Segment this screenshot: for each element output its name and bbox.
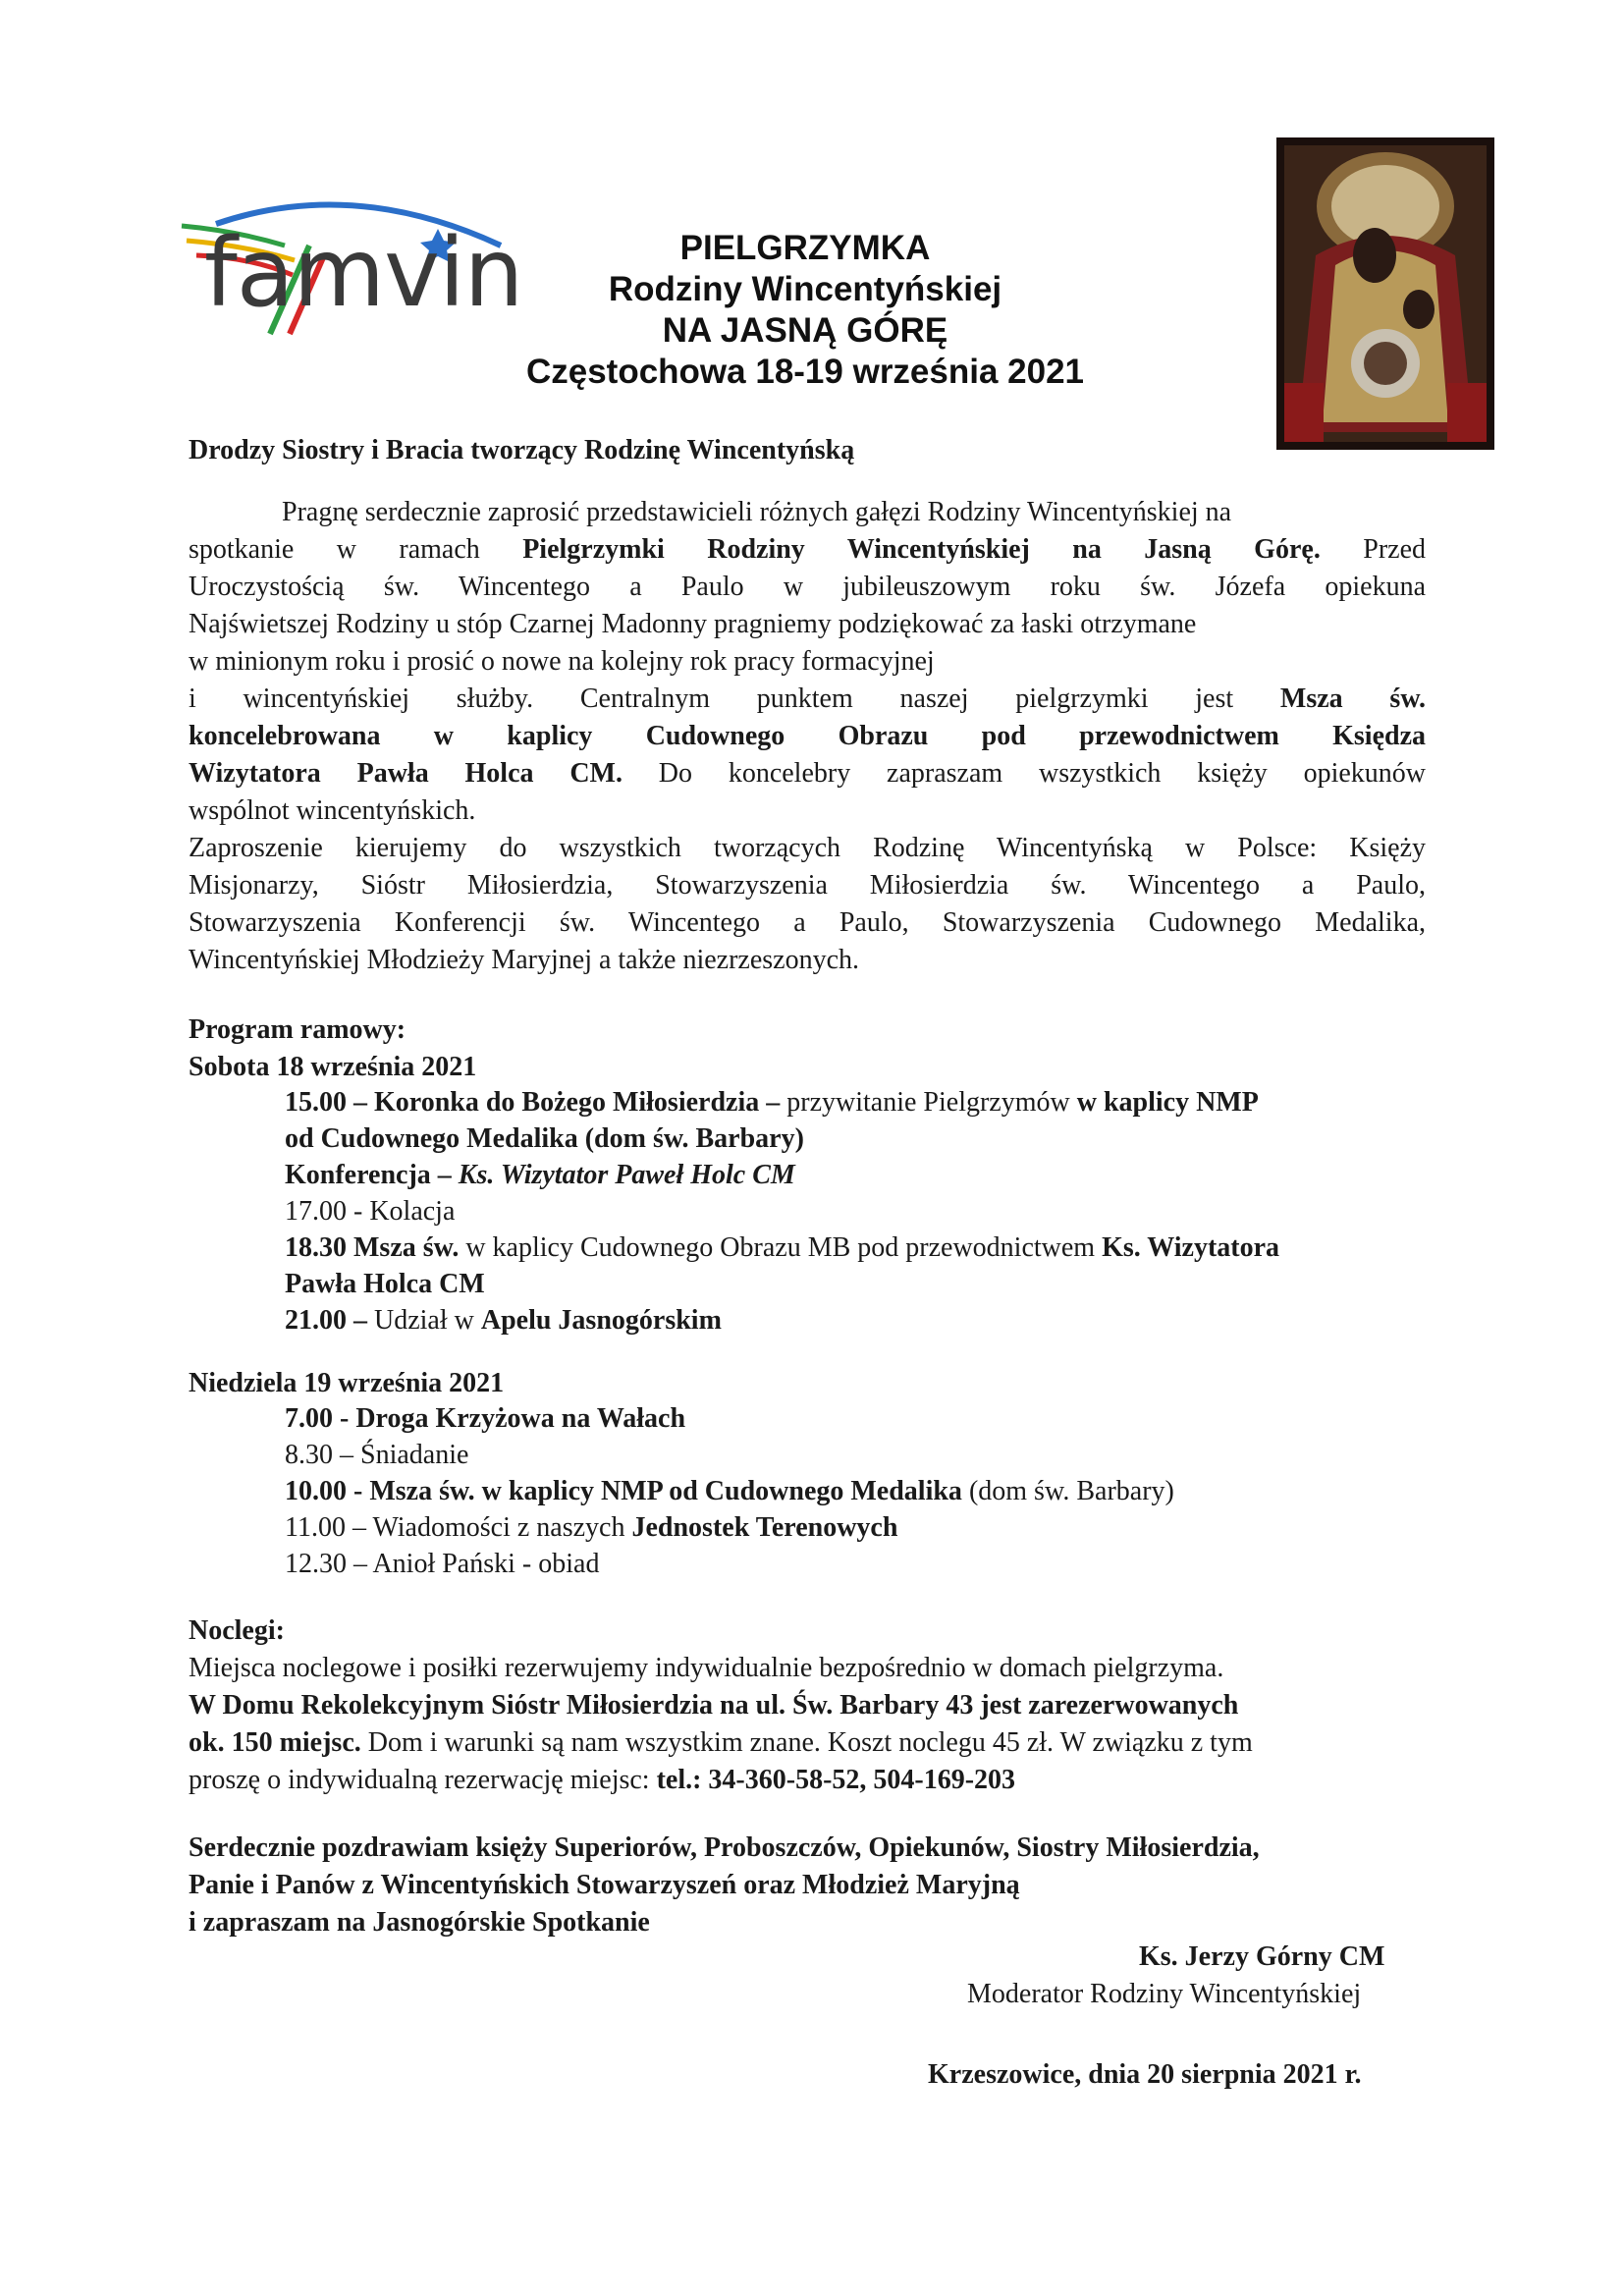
- logo-wordmark: famvin: [204, 218, 523, 328]
- schedule-item: 21.00 – Udział w Apelu Jasnogórskim: [285, 1305, 722, 1336]
- event-heading: [452, 228, 1159, 393]
- signature-role: Moderator Rodziny Wincentyńskiej: [967, 1979, 1362, 2009]
- schedule-item: Pawła Holca CM: [285, 1269, 485, 1299]
- schedule-item: 17.00 - Kolacja: [285, 1196, 456, 1227]
- intro-line: i wincentyńskiej służby. Centralnym punktem naszej pielgrzymki jest Msza św.: [189, 683, 1426, 714]
- schedule-item: 10.00 - Msza św. w kaplicy NMP od Cudownego Medalika (dom św. Barbary): [285, 1476, 1174, 1506]
- closing-line: i zapraszam na Jasnogórskie Spotkanie: [189, 1907, 650, 1938]
- intro-line: Pragnę serdecznie zaprosić przedstawicieli różnych gałęzi Rodziny Wincentyńskiej na: [282, 497, 1232, 527]
- schedule-item: 15.00 – Koronka do Bożego Miłosierdzia – przywitanie Pielgrzymów w kaplicy NMP: [285, 1087, 1259, 1118]
- signature-name: Ks. Jerzy Górny CM: [1139, 1941, 1385, 1972]
- lodging-line: proszę o indywidualną rezerwację miejsc: tel.: 34-360-58-52, 504-169-203: [189, 1765, 1016, 1795]
- heading-line-4: Częstochowa 18-19 września 2021: [525, 353, 1085, 391]
- lodging-line: Miejsca noclegowe i posiłki rezerwujemy indywidualnie bezpośrednio w domach pielgrzyma.: [189, 1653, 1224, 1683]
- closing-paragraph: [189, 1830, 1426, 1941]
- black-madonna-image: [1276, 137, 1494, 450]
- intro-line: Uroczystością św. Wincentego a Paulo w jubileuszowym roku św. Józefa opiekuna: [189, 572, 1426, 602]
- lodging-paragraph: [189, 1650, 1426, 1799]
- intro-line: Misjonarzy, Sióstr Miłosierdzia, Stowarzyszenia Miłosierdzia św. Wincentego a Paulo,: [189, 870, 1426, 901]
- intro-line: Stowarzyszenia Konferencji św. Wincentego a Paulo, Stowarzyszenia Cudownego Medalika,: [189, 907, 1426, 938]
- place-date: Krzeszowice, dnia 20 sierpnia 2021 r.: [928, 2059, 1362, 2090]
- heading-line-3: NA JASNĄ GÓRĘ: [662, 311, 948, 350]
- intro-line: Wincentyńskiej Młodzieży Maryjnej a także niezrzeszonych.: [189, 945, 860, 975]
- schedule-item: 12.30 – Anioł Pański - obiad: [285, 1549, 600, 1579]
- schedule-item: 7.00 - Droga Krzyżowa na Wałach: [285, 1403, 686, 1434]
- closing-line: Panie i Panów z Wincentyńskich Stowarzyszeń oraz Młodzież Maryjną: [189, 1870, 1020, 1900]
- intro-line: Zaproszenie kierujemy do wszystkich tworzących Rodzinę Wincentyńską w Polsce: Księży: [189, 833, 1426, 863]
- closing-line: Serdecznie pozdrawiam księży Superiorów, Proboszczów, Opiekunów, Siostry Miłosierdzia,: [189, 1832, 1260, 1863]
- intro-line: wspólnot wincentyńskich.: [189, 795, 476, 826]
- day2-schedule: [285, 1400, 1434, 1582]
- lodging-line: W Domu Rekolekcyjnym Sióstr Miłosierdzia na ul. Św. Barbary 43 jest zarezerwowanych: [189, 1690, 1239, 1721]
- intro-paragraph: [189, 494, 1426, 979]
- lodging-line: ok. 150 miejsc. Dom i warunki są nam wszystkim znane. Koszt noclegu 45 zł. W związku z tym: [189, 1727, 1253, 1758]
- intro-line: Najświetszej Rodziny u stóp Czarnej Madonny pragniemy podziękować za łaski otrzymane: [189, 609, 1197, 639]
- heading-line-1: PIELGRZYMKA: [679, 229, 931, 267]
- day1-title: Sobota 18 września 2021: [189, 1052, 477, 1082]
- schedule-item: 18.30 Msza św. w kaplicy Cudownego Obrazu MB pod przewodnictwem Ks. Wizytatora: [285, 1232, 1280, 1263]
- day1-schedule: [285, 1084, 1434, 1339]
- schedule-item: Konferencja – Ks. Wizytator Paweł Holc CM: [285, 1160, 795, 1190]
- day2-title: Niedziela 19 września 2021: [189, 1368, 505, 1398]
- heading-line-2: Rodziny Wincentyńskiej: [608, 270, 1002, 308]
- schedule-item: 8.30 – Śniadanie: [285, 1440, 469, 1470]
- intro-line: Wizytatora Pawła Holca CM. Do koncelebry zapraszam wszystkich księży opiekunów: [189, 758, 1426, 789]
- intro-line: koncelebrowana w kaplicy Cudownego Obrazu pod przewodnictwem Księdza: [189, 721, 1426, 751]
- schedule-item: od Cudownego Medalika (dom św. Barbary): [285, 1123, 804, 1154]
- intro-line: w minionym roku i prosić o nowe na kolejny rok pracy formacyjnej: [189, 646, 935, 677]
- salutation: Drodzy Siostry i Bracia tworzący Rodzinę Wincentyńską: [189, 435, 855, 465]
- schedule-item: 11.00 – Wiadomości z naszych Jednostek Terenowych: [285, 1512, 898, 1543]
- intro-line: spotkanie w ramach Pielgrzymki Rodziny Wincentyńskiej na Jasną Górę. Przed: [189, 534, 1426, 565]
- program-title: Program ramowy:: [189, 1014, 406, 1045]
- lodging-title: Noclegi:: [189, 1615, 285, 1646]
